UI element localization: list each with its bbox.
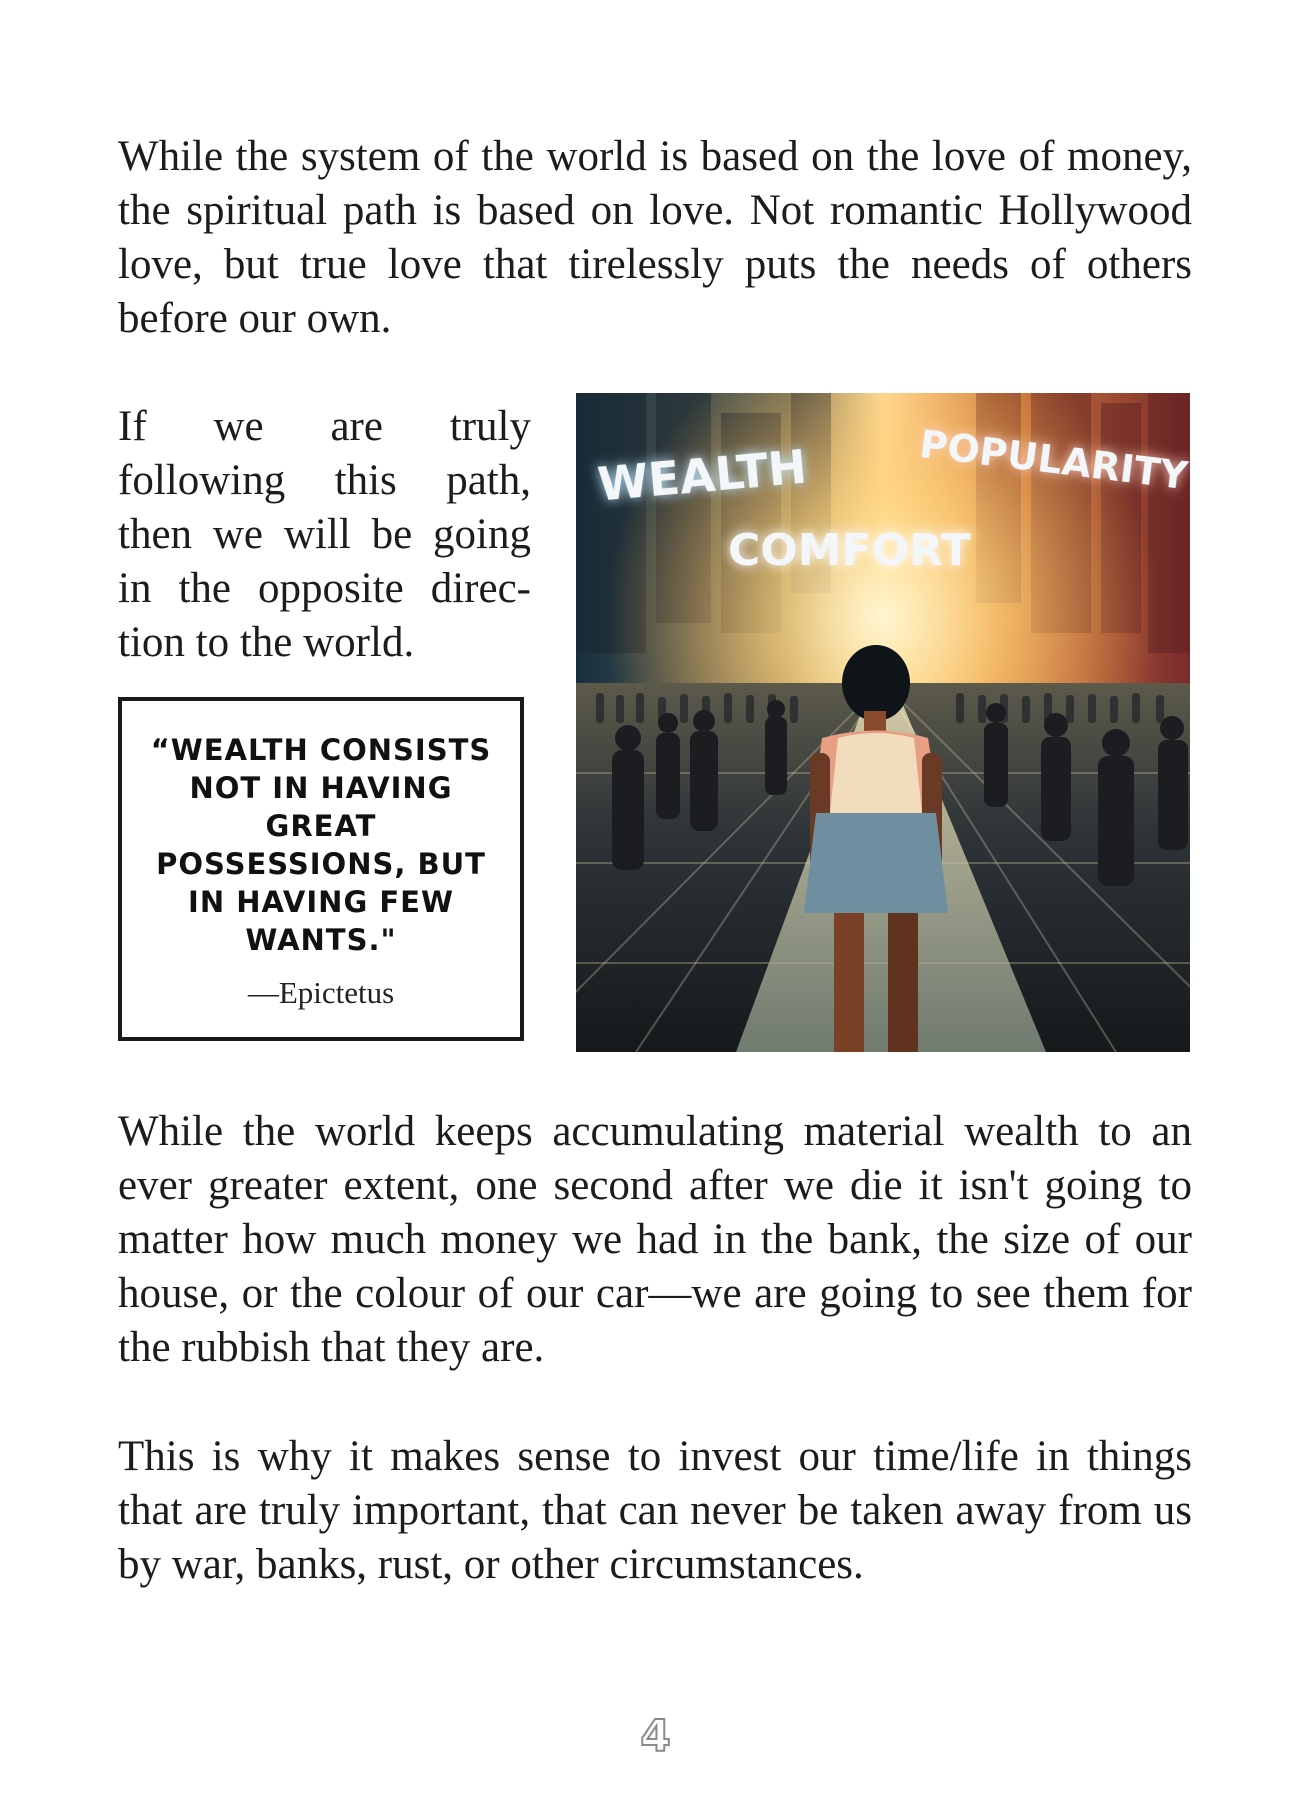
paragraph-intro: While the system of the world is based on the love of money, the spiritual path is based on love. Not romantic Hollywood love, but true love that tirelessly puts the needs of others before our own. xyxy=(118,133,1192,342)
sign-comfort: COMFORT xyxy=(728,525,971,576)
sign-wealth: WEALTH xyxy=(595,439,809,512)
paragraph-side: If we are truly following this path, then we will be going in the opposite direction to the world. xyxy=(118,403,531,666)
illustration-image xyxy=(576,393,1190,1052)
illustration-svg xyxy=(576,393,1190,1052)
quote-box xyxy=(118,697,524,1041)
paragraph-wealth: While the world keeps accumulating material wealth to an ever greater extent, one second after we die it isn't going to matter how much money we had in the bank, the size of our house, or the colour of our car—we are going to see them for the rubbish that they are. xyxy=(118,1108,1192,1371)
quote-author: —Epictetus xyxy=(247,975,395,1010)
sign-popularity: POPULARITY xyxy=(917,421,1190,499)
page-number: 4 xyxy=(640,1711,671,1762)
quote-text: “WEALTH CONSISTS NOT IN HAVING GREAT POSSESSIONS, BUT IN HAVING FEW WANTS." xyxy=(150,733,492,957)
paragraph-invest: This is why it makes sense to invest our time/life in things that are truly important, that can never be taken away from us by war, banks, rust, or other circumstances. xyxy=(118,1433,1192,1588)
